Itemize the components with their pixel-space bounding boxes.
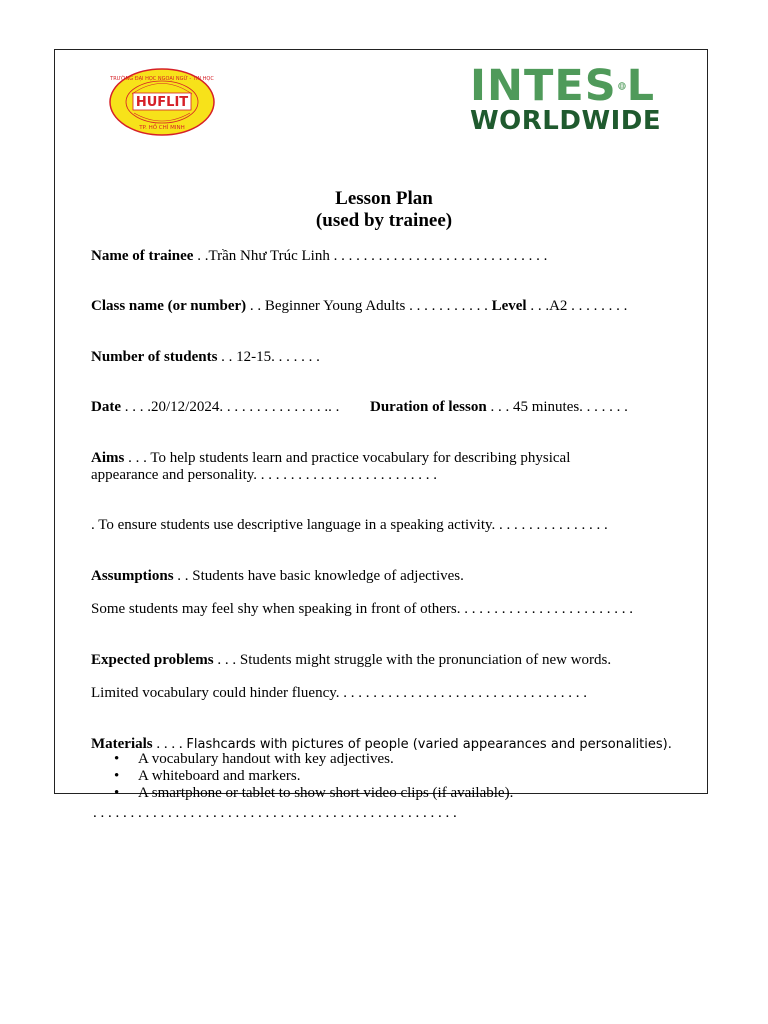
trainee-value: . .Trần Như Trúc Linh . . . . . . . . . . . . . . . . . . . . . . . . . . . . . (193, 248, 548, 264)
huflit-ring-top-text: TRƯỜNG ĐẠI HỌC NGOẠI NGỮ - TIN HỌC (110, 76, 214, 82)
assumptions-text-1: . . Students have basic knowledge of adjectives. (173, 568, 464, 584)
level-value: . . .A2 . . . . . . . . (526, 298, 628, 314)
class-value: . . Beginner Young Adults . . . . . . . . . . . (246, 298, 492, 314)
assumptions-line-1 (91, 567, 464, 585)
class-label: Class name (or number) (91, 298, 247, 314)
problems-line-1 (91, 651, 611, 669)
trainee-line (91, 247, 547, 265)
duration-value: . . . 45 minutes. . . . . . . (486, 399, 628, 415)
aims-line-2: appearance and personality. . . . . . . . . . . . . . . . . . . . . . . . . (91, 467, 438, 483)
students-label: Number of students (91, 349, 218, 365)
globe-icon (618, 66, 626, 106)
students-line (91, 348, 320, 366)
materials-item: • A vocabulary handout with key adjectives. (138, 751, 513, 768)
class-line (91, 297, 627, 315)
huflit-ring-bottom-text: TP. HỒ CHÍ MINH (139, 125, 185, 131)
date-value: . . . .20/12/2024. . . . . . . . . . . . . . .. . (121, 399, 340, 415)
duration-label: Duration of lesson (370, 399, 487, 415)
intesol-worldwide: WORLDWIDE (470, 106, 662, 136)
materials-list (91, 751, 513, 802)
intesol-text-a: INTES (470, 61, 617, 111)
aims-line-3: . To ensure students use descriptive language in a speaking activity. . . . . . . . . . . . . . . . (91, 517, 608, 533)
materials-label: Materials (91, 736, 153, 752)
page-subtitle: (used by trainee) (315, 210, 453, 231)
students-value: . . 12-15. . . . . . . (217, 349, 320, 365)
problems-text-1: . . . Students might struggle with the pronunciation of new words. (213, 652, 612, 668)
aims-label: Aims (91, 450, 125, 466)
page-title: Lesson Plan (335, 188, 433, 209)
aims-text-1: . . . To help students learn and practice vocabulary for describing physical (124, 450, 571, 466)
trainee-label: Name of trainee (91, 248, 194, 264)
duration-line (370, 398, 628, 416)
materials-dots: . . . . (152, 736, 187, 752)
materials-item: • A smartphone or tablet to show short video clips (if available). (138, 785, 513, 802)
materials-text-1: Flashcards with pictures of people (varied appearances and personalities). (186, 737, 672, 752)
page-frame (54, 49, 708, 794)
level-label: Level (491, 298, 527, 314)
huflit-name: HUFLIT (135, 95, 189, 110)
assumptions-line-2: Some students may feel shy when speaking in front of others. . . . . . . . . . . . . . . . . . . . . . . . (91, 601, 634, 617)
date-label: Date (91, 399, 121, 415)
aims-line-1 (91, 449, 570, 467)
huflit-logo (108, 67, 216, 137)
materials-item: • A whiteboard and markers. (138, 768, 513, 785)
problems-label: Expected problems (91, 652, 214, 668)
intesol-logo (470, 61, 662, 136)
materials-trailing-dots: . . . . . . . . . . . . . . . . . . . . . . . . . . . . . . . . . . . . . . . . . . . . . . . . . (93, 805, 457, 821)
intesol-text-b: L (626, 61, 655, 111)
assumptions-label: Assumptions (91, 568, 174, 584)
problems-line-2: Limited vocabulary could hinder fluency. . . . . . . . . . . . . . . . . . . . . . . . . . . . . . . . . . (91, 685, 588, 701)
date-line (91, 398, 339, 416)
